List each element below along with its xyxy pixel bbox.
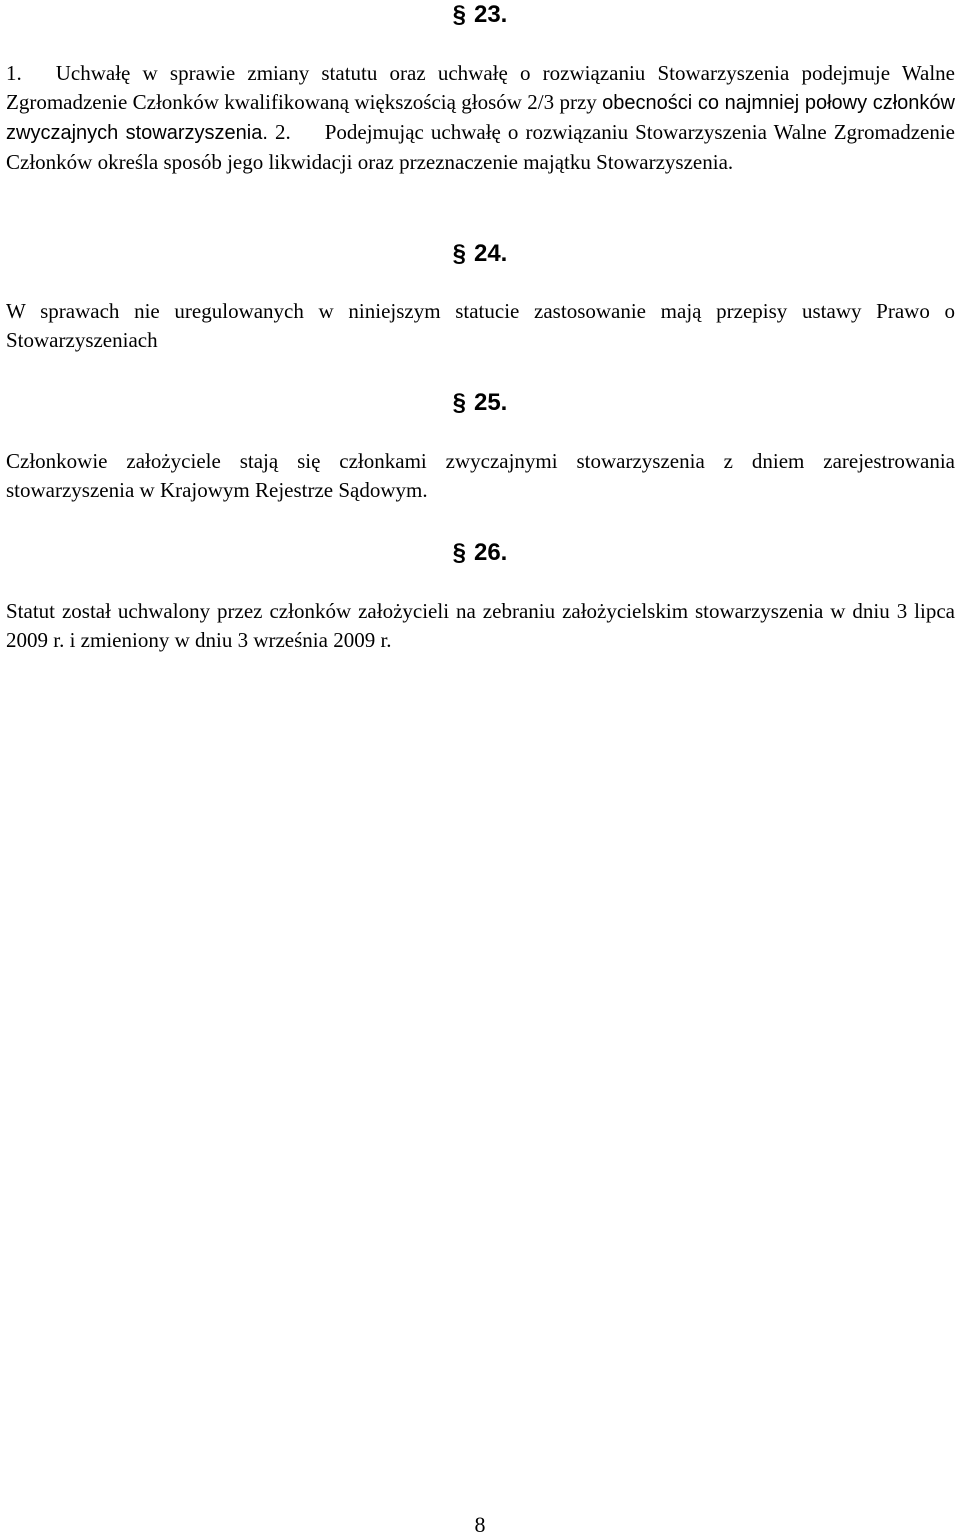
item-2-number: 2.	[274, 120, 291, 144]
section-sign: §	[452, 389, 466, 416]
section-26-text: Statut został uchwalony przez członków założycieli na zebraniu założycielskim stowarzyszenia w dniu 3 lipca 2009 r. i zmieniony w dniu 3 września 2009 r.	[6, 599, 955, 652]
section-25-heading	[0, 388, 960, 418]
item-1-number: 1.	[6, 61, 22, 85]
section-26-heading	[0, 538, 960, 568]
section-23-heading	[0, 0, 960, 30]
section-26-body	[6, 597, 955, 655]
page-number: 8	[474, 1512, 486, 1537]
item-2-text: Podejmując uchwałę o rozwiązaniu Stowarzyszenia Walne Zgromadzenie Członków określa sposób jego likwidacji oraz przeznaczenie majątku Stowarzyszenia.	[6, 120, 956, 174]
section-sign: §	[452, 1, 466, 28]
item-1-text-sans: obecności co najmniej połowy członków zwyczajnych stowarzyszenia.	[6, 92, 955, 144]
section-25-body	[6, 447, 955, 505]
section-23-body	[6, 59, 955, 177]
section-24-heading	[0, 239, 960, 269]
section-number: 26.	[473, 539, 508, 566]
section-number: 23.	[473, 1, 508, 28]
section-sign: §	[452, 240, 466, 267]
section-sign: §	[452, 539, 466, 566]
section-25-text: Członkowie założyciele stają się członkami zwyczajnymi stowarzyszenia z dniem zarejestrowania stowarzyszenia w Krajowym Rejestrze Sądowym.	[6, 449, 955, 502]
section-number: 24.	[473, 240, 508, 267]
section-number: 25.	[473, 389, 508, 416]
section-24-body	[6, 297, 955, 355]
item-1-text: Uchwałę w sprawie zmiany statutu oraz uchwałę o rozwiązaniu Stowarzyszenia podejmuje Walne Zgromadzenie Członków kwalifikowaną większością głosów 2/3 przy	[6, 61, 955, 114]
section-24-text: W sprawach nie uregulowanych w niniejszym statucie zastosowanie mają przepisy ustawy Prawo o Stowarzyszeniach	[6, 299, 955, 352]
